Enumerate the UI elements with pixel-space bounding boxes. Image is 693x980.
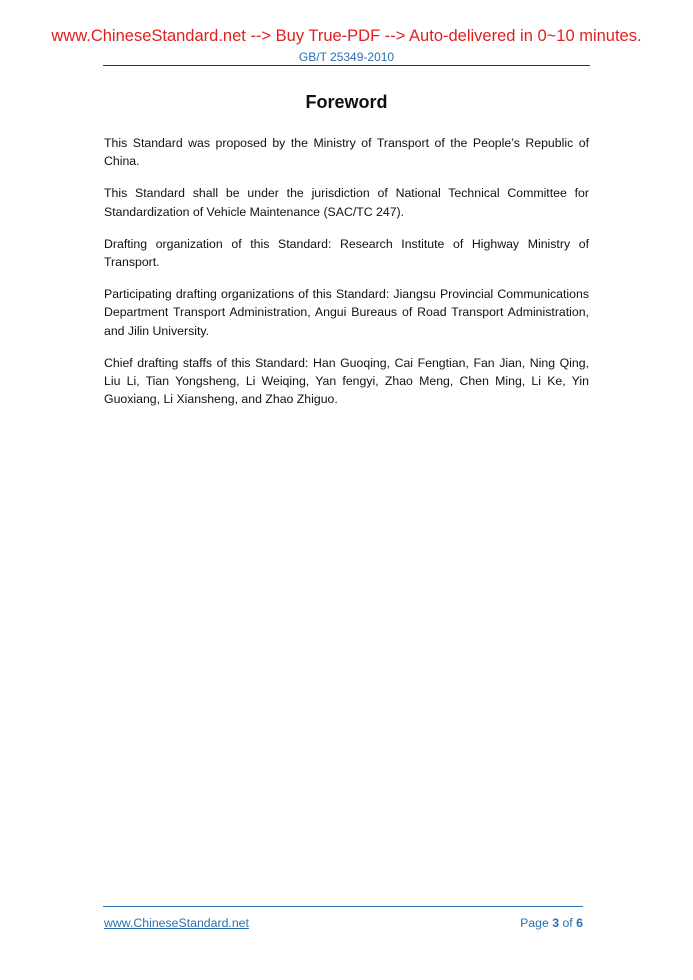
banner-text: www.ChineseStandard.net --> Buy True-PDF --> Auto-delivered in 0~10 minutes.	[51, 27, 642, 45]
page-number	[520, 916, 583, 930]
paragraph: This Standard shall be under the jurisdiction of National Technical Committee for Standardization of Vehicle Maintenance (SAC/TC 247).	[104, 186, 589, 219]
paragraph: Participating drafting organizations of this Standard: Jiangsu Provincial Communications Department Transport Administration, Angui Bureaus of Road Transport Administration, and Jilin University.	[104, 287, 589, 338]
page-of: of	[562, 916, 573, 930]
header-divider	[103, 65, 590, 66]
page-title: Foreword	[305, 92, 388, 112]
standard-code: GB/T 25349-2010	[298, 50, 395, 64]
paragraph: Chief drafting staffs of this Standard: Han Guoqing, Cai Fengtian, Fan Jian, Ning Qing, Liu Li, Tian Yongsheng, Li Weiqing, Yan fengyi, Zhao Meng, Chen Ming, Li Ke, Yin Guoxiang, Li Xiansheng, and Zhao Zhiguo.	[104, 355, 589, 407]
page-total: 6	[576, 916, 583, 930]
page-prefix: Page	[520, 916, 549, 930]
footer-website-link[interactable]: www.ChineseStandard.net	[104, 916, 249, 930]
footer-divider	[103, 906, 583, 907]
document-body	[104, 134, 589, 422]
page-current: 3	[552, 916, 560, 930]
paragraph: Drafting organization of this Standard: Research Institute of Highway Ministry of Transport.	[104, 236, 589, 270]
paragraph: This Standard was proposed by the Ministry of Transport of the People’s Republic of China.	[104, 136, 589, 169]
